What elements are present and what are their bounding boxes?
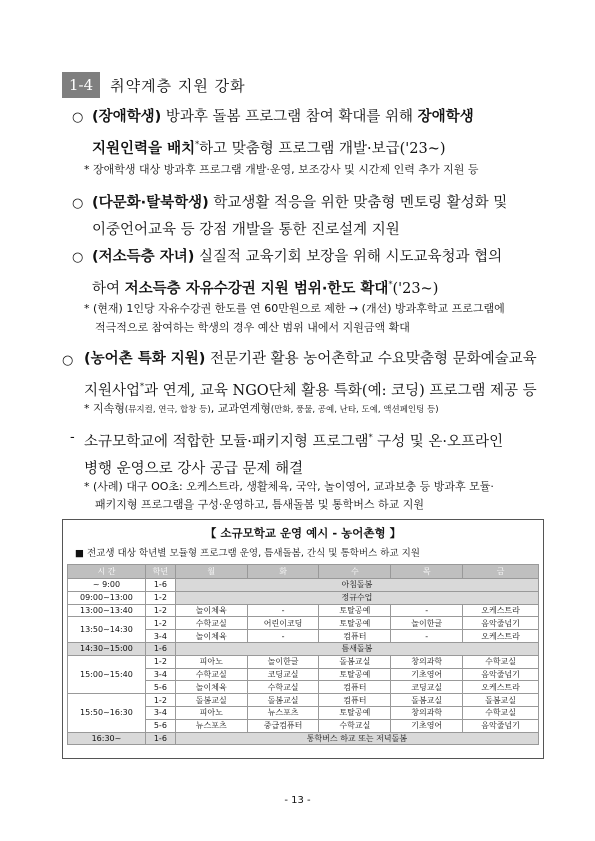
note-small-school-2: 패키지형 프로그램을 구성·운영하고, 틈새돌봄 및 통학버스 하교 지원 xyxy=(95,498,424,511)
note-rural: * 지속형(뮤지컬, 연극, 합창 등), 교과연계형(만화, 풍물, 공예, 난타, 도예, 액션페인팅 등) xyxy=(84,402,439,415)
bullet-mark: ○ xyxy=(62,353,74,368)
table-row: ~ 9:00 1-6 아침돌봄 xyxy=(68,579,539,592)
table-row: 5-6 놀이체육 수학교실 컴퓨터 코딩교실 오케스트라 xyxy=(68,681,539,694)
example-title: 【 소규모학교 운영 예시 - 농어촌형 】 xyxy=(204,526,402,540)
example-subtitle: ■ 전교생 대상 학년별 모듈형 프로그램 운영, 틈새돌봄, 간식 및 통학버스 하교 지원 xyxy=(75,548,420,559)
bullet-rural: (농어촌 특화 지원) 전문기관 활용 농어촌학교 수요맞춤형 문화예술교육 지원사업*과 연계, 교육 NGO단체 활용 특화(예: 코딩) 프로그램 제공 등 xyxy=(84,351,537,399)
table-row: 3-4 수학교실 코딩교실 토탈공예 기초영어 음악줄넘기 xyxy=(68,668,539,681)
section-title: 취약계층 지원 강화 xyxy=(110,76,246,95)
section-heading xyxy=(62,72,246,98)
bullet-low-income: (저소득층 자녀) 실질적 교육기회 보장을 위해 시도교육청과 협의 하여 저소득층 자유수강권 지원 범위·한도 확대*('23~) xyxy=(92,249,503,297)
table-row: 5-6 뉴스포츠 중급컴퓨터 수학교실 기초영어 음악줄넘기 xyxy=(68,719,539,732)
example-box xyxy=(62,519,544,759)
bullet-mark: ○ xyxy=(72,110,84,125)
note-disabled: * 장애학생 대상 방과후 프로그램 개발·운영, 보조강사 및 시간제 인력 추가 지원 등 xyxy=(84,163,479,176)
table-header-row: 시 간 학년 월 화 수 목 금 xyxy=(68,565,539,579)
table-row: 13:50~14:30 1-2 수학교실 어린이코딩 토탈공예 놀이한글 음악줄넘기 xyxy=(68,617,539,630)
table-row: 3-4 놀이체육 - 컴퓨터 - 오케스트라 xyxy=(68,630,539,643)
page-number: - 13 - xyxy=(284,795,311,806)
table-row: 15:50~16:30 1-2 돌봄교실 돌봄교실 컴퓨터 돌봄교실 돌봄교실 xyxy=(68,694,539,707)
note-low-income-1: * (현재) 1인당 자유수강권 한도를 연 60만원으로 제한 → (개선) 방과후학교 프로그램에 xyxy=(84,302,505,315)
bullet-mark: ○ xyxy=(72,250,84,265)
table-row: 16:30~ 1-6 통학버스 하교 또는 저녁돌봄 xyxy=(68,732,539,745)
schedule-table xyxy=(67,564,539,745)
table-row: 13:00~13:40 1-2 놀이체육 - 토탈공예 - 오케스트라 xyxy=(68,604,539,617)
bullet-small-school: 소규모학교에 적합한 모듈·패키지형 프로그램* 구성 및 온·오프라인 병행 운영으로 강사 공급 문제 해결 xyxy=(84,433,504,477)
note-small-school-1: * (사례) 대구 OO초: 오케스트라, 생활체육, 국악, 놀이영어, 교과보충 등 방과후 모듈· xyxy=(84,480,494,493)
bullet-disabled-students: (장애학생) 방과후 돌봄 프로그램 참여 확대를 위해 장애학생 지원인력을 배치*하고 맞춤형 프로그램 개발·보급('23~) xyxy=(92,109,474,157)
bullet-multicultural: (다문화·탈북학생) 학교생활 적응을 위한 맞춤형 멘토링 활성화 및 이중언어교육 등 강점 개발을 통한 진로설계 지원 xyxy=(92,195,508,238)
table-row: 15:00~15:40 1-2 피아노 놀이한글 돌봄교실 창의과학 수학교실 xyxy=(68,655,539,668)
table-row: 09:00~13:00 1-2 정규수업 xyxy=(68,591,539,604)
dash-mark: - xyxy=(70,430,75,445)
bullet-mark: ○ xyxy=(72,196,84,211)
section-number: 1-4 xyxy=(62,72,100,98)
note-low-income-2: 적극적으로 참여하는 학생의 경우 예산 범위 내에서 지원금액 확대 xyxy=(95,321,410,334)
table-row: 3-4 피아노 뉴스포츠 토탈공예 창의과학 수학교실 xyxy=(68,706,539,719)
table-row: 14:30~15:00 1-6 틈새돌봄 xyxy=(68,642,539,655)
